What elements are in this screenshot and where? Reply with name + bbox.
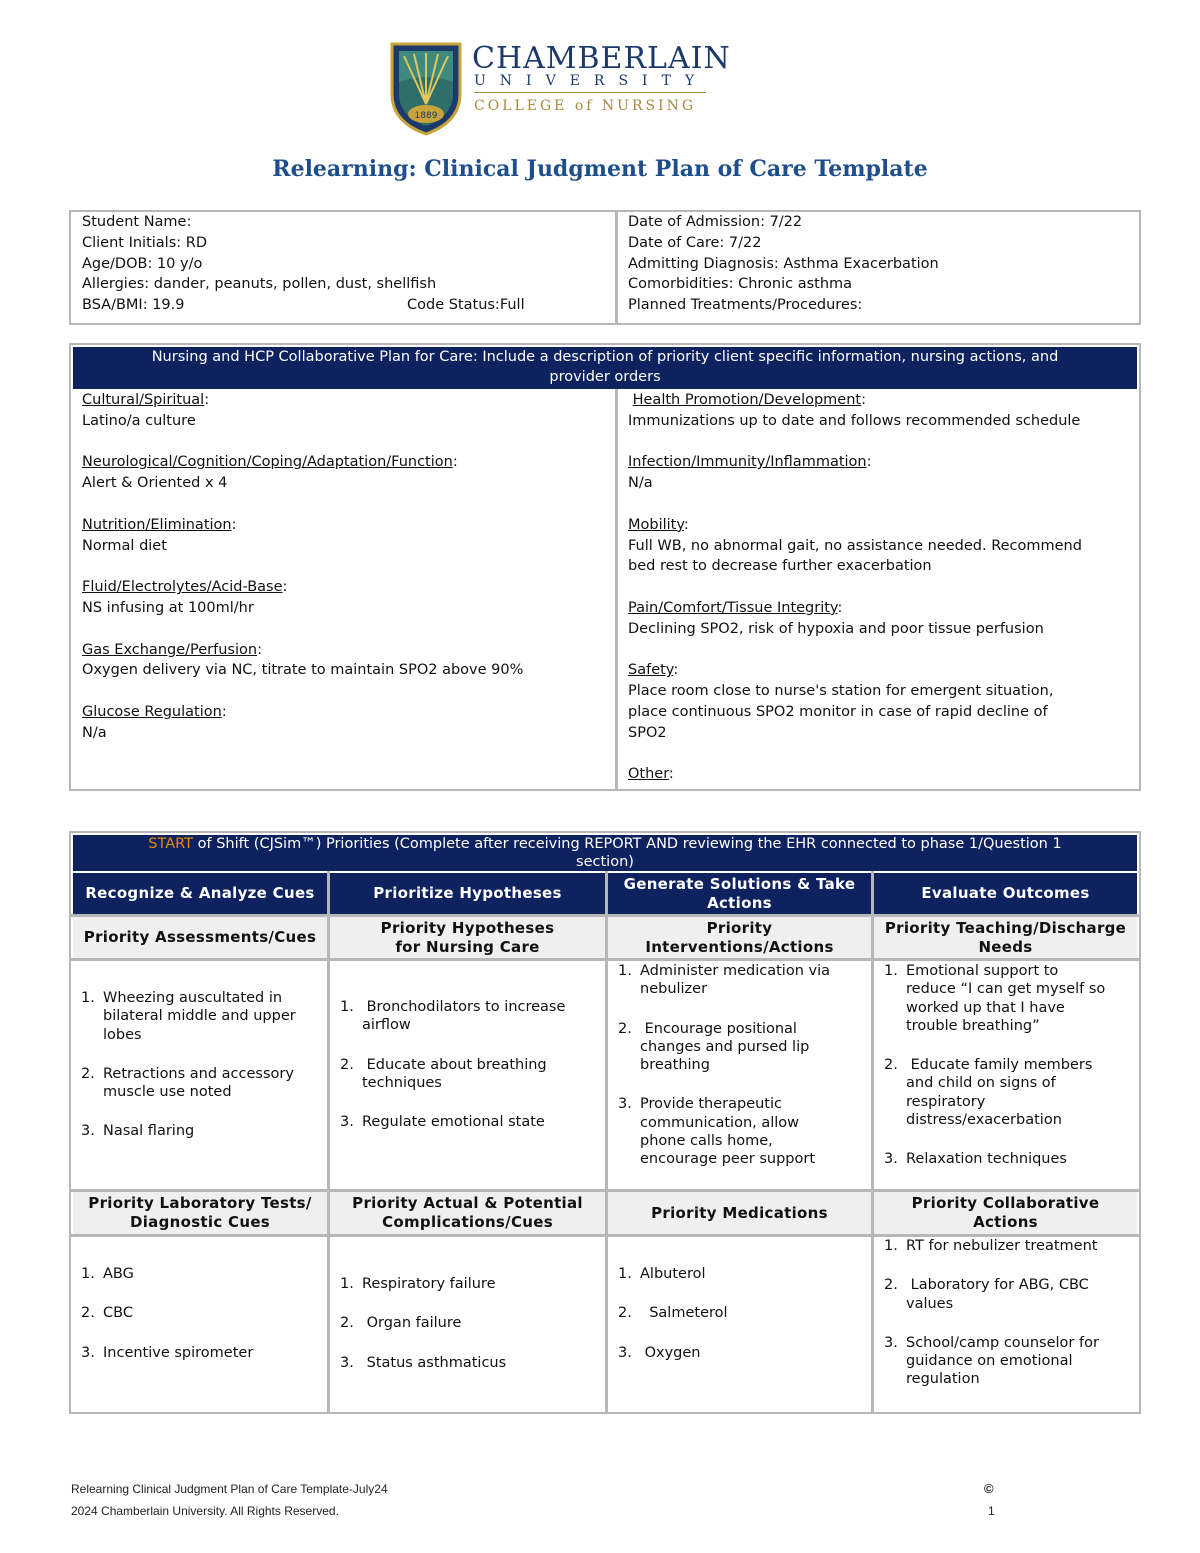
sub-header-hypotheses: Priority Hypotheses for Nursing Care — [330, 917, 605, 958]
list-item: 1. Wheezing auscultated in bilateral middle and upper lobes — [81, 990, 296, 1043]
mobility-value-2: bed rest to decrease further exacerbation — [628, 558, 932, 575]
list-item: 2. Laboratory for ABG, CBC values — [884, 1277, 1089, 1312]
sub-header-labs: Priority Laboratory Tests/ Diagnostic Cues — [73, 1192, 327, 1234]
start-word: START — [148, 836, 194, 852]
shift-header-text: of Shift (CJSim™) Priorities (Complete after receiving REPORT AND reviewing the EHR connected to phase 1/Question 1 — [193, 836, 1062, 852]
list-item: 3. Incentive spirometer — [81, 1344, 254, 1361]
cultural-label: Cultural/Spiritual — [82, 392, 205, 408]
labs-cell — [81, 1265, 321, 1362]
col-header-generate: Generate Solutions & Take Actions — [608, 873, 871, 914]
university-crest-icon — [390, 42, 462, 136]
mobility-value-1: Full WB, no abnormal gait, no assistance needed. Recommend — [628, 537, 1082, 554]
infection-label: Infection/Immunity/Inflammation — [628, 454, 867, 471]
logo-university: UNIVERSITY — [474, 73, 709, 89]
footer-copyright-symbol: © — [984, 1481, 994, 1496]
fluid-value: NS infusing at 100ml/hr — [82, 599, 254, 616]
sub-header-medications: Priority Medications — [608, 1192, 871, 1234]
glucose-label: Glucose Regulation — [82, 703, 222, 720]
list-item: 3. Nasal flaring — [81, 1123, 195, 1140]
col-header-evaluate: Evaluate Outcomes — [874, 873, 1137, 914]
document-title: Relearning: Clinical Judgment Plan of Care Template — [272, 156, 928, 182]
list-item: 2. Educate family members and child on signs of respiratory distress/exacerbation — [884, 1057, 1093, 1129]
gas-value: Oxygen delivery via NC, titrate to maintain SPO2 above 90% — [82, 662, 524, 679]
pain-value: Declining SPO2, risk of hypoxia and poor tissue perfusion — [628, 620, 1044, 637]
date-of-care: Date of Care: 7/22 — [628, 234, 762, 251]
patient-info-right — [628, 212, 939, 316]
col-header-prioritize: Prioritize Hypotheses — [330, 873, 605, 914]
pain-label: Pain/Comfort/Tissue Integrity — [628, 599, 838, 616]
comorbidities: Comorbidities: Chronic asthma — [628, 276, 853, 293]
admitting-diagnosis: Admitting Diagnosis: Asthma Exacerbation — [628, 255, 939, 272]
safety-value-1: Place room close to nurse's station for emergent situation, — [628, 683, 1054, 700]
nutrition-label: Nutrition/Elimination — [82, 516, 232, 533]
list-item: 1. Albuterol — [618, 1266, 706, 1282]
mobility-label: Mobility — [628, 516, 684, 533]
list-item: 3. Relaxation techniques — [884, 1151, 1067, 1168]
client-initials: Client Initials: RD — [82, 234, 207, 251]
sub-header-interventions: Priority Interventions/Actions — [608, 917, 871, 958]
list-item: 3. Provide therapeutic communication, allow phone calls home, encourage peer support — [618, 1096, 816, 1168]
footer-line-1: Relearning Clinical Judgment Plan of Care Template-July24 — [71, 1482, 388, 1496]
list-item: 3. Oxygen — [618, 1344, 701, 1361]
hypotheses-cell — [340, 998, 602, 1131]
chamberlain-logo — [390, 41, 731, 138]
planned-treatments: Planned Treatments/Procedures: — [628, 297, 863, 314]
list-item: 2. Encourage positional changes and pursed lip breathing — [618, 1020, 810, 1074]
footer-line-2: 2024 Chamberlain University. All Rights Reserved. — [71, 1504, 339, 1518]
col-header-recognize: Recognize & Analyze Cues — [73, 873, 327, 914]
student-name: Student Name: — [82, 214, 192, 230]
logo-rule — [474, 92, 706, 93]
list-item: 2. Retractions and accessory muscle use noted — [81, 1065, 294, 1101]
safety-value-3: SPO2 — [628, 724, 667, 741]
list-item: 2. CBC — [81, 1305, 133, 1322]
list-item: 2. Organ failure — [340, 1315, 462, 1332]
age-dob: Age/DOB: 10 y/o — [82, 255, 203, 272]
svg-text:1889: 1889 — [414, 111, 438, 121]
list-item: 1. ABG — [81, 1266, 134, 1282]
glucose-value: N/a — [82, 724, 107, 741]
health-label: Health Promotion/Development — [632, 392, 862, 408]
sub-header-collaborative: Priority Collaborative Actions — [874, 1192, 1137, 1234]
bsa-bmi: BSA/BMI: 19.9 — [82, 297, 185, 314]
list-item: 2. Salmeterol — [618, 1305, 728, 1322]
shift-header-line2: section) — [576, 854, 634, 870]
list-item: 3. School/camp counselor for guidance on emotional regulation — [884, 1334, 1099, 1388]
interventions-cell — [618, 962, 868, 1169]
other-label: Other — [628, 766, 669, 783]
neuro-value: Alert & Oriented x 4 — [82, 475, 228, 492]
list-item: 1. Emotional support to reduce “I can get myself so worked up that I have trouble breathing” — [884, 963, 1106, 1034]
page-number: 1 — [988, 1504, 995, 1518]
collab-plan-header: Nursing and HCP Collaborative Plan for Care: Include a description of priority client specific information, nursing actions, and provider orders — [73, 347, 1137, 389]
list-item: 1. RT for nebulizer treatment — [884, 1238, 1098, 1254]
fluid-label: Fluid/Electrolytes/Acid-Base — [82, 579, 283, 596]
collab-divider — [615, 389, 618, 791]
allergies: Allergies: dander, peanuts, pollen, dust, shellfish — [82, 276, 437, 293]
collab-left-column: Cultural/Spiritual: Latino/a culture Neurological/Cognition/Coping/Adaptation/Function: Alert & Oriented x 4 Nutrition/Elimination: Normal diet Fluid/Electrolytes/Acid-Base: NS infusing at 100ml/hr Gas Exchange/Perfusion: Oxygen delivery via NC, titrate to maintain SPO2 above 90% Glucose Regulation: N/a — [82, 390, 523, 744]
logo-name: CHAMBERLAIN — [472, 41, 731, 76]
code-status: Code Status:Full — [407, 297, 525, 313]
cultural-value: Latino/a culture — [82, 412, 196, 429]
complications-cell — [340, 1275, 602, 1372]
gas-label: Gas Exchange/Perfusion — [82, 641, 258, 658]
safety-value-2: place continuous SPO2 monitor in case of rapid decline of — [628, 703, 1048, 720]
list-item: 1. Bronchodilators to increase airflow — [340, 999, 566, 1034]
assessments-cell — [81, 989, 321, 1141]
sub-header-complications: Priority Actual & Potential Complications/Cues — [330, 1192, 605, 1234]
sub-header-teaching: Priority Teaching/Discharge Needs — [874, 917, 1137, 958]
date-of-admission: Date of Admission: 7/22 — [628, 214, 803, 230]
patient-info-left — [82, 212, 436, 316]
list-item: 1. Respiratory failure — [340, 1276, 496, 1292]
logo-college: COLLEGE of NURSING — [474, 98, 697, 114]
list-item: 2. Educate about breathing techniques — [340, 1056, 547, 1091]
infection-value: N/a — [628, 475, 653, 492]
collab-right-column: Health Promotion/Development: Immunizations up to date and follows recommended schedule Infection/Immunity/Inflammation: N/a Mobility: Full WB, no abnormal gait, no assistance needed. Recommend bed rest to decrease further exacerbation Pain/Comfort/Tissue Integrity: Declining SPO2, risk of hypoxia and poor tissue perfusion Safety: Place room close to nurse's station for emergent situation, place continuous SPO2 monitor in case of rapid decline of SPO2 Other: — [628, 392, 1082, 783]
shift-header — [73, 835, 1137, 871]
safety-label: Safety — [628, 662, 674, 679]
teaching-cell — [884, 962, 1136, 1169]
patient-info-divider — [615, 210, 618, 325]
medications-cell — [618, 1265, 868, 1362]
health-value: Immunizations up to date and follows recommended schedule — [628, 412, 1081, 429]
list-item: 3. Regulate emotional state — [340, 1114, 545, 1131]
collaborative-cell — [884, 1237, 1136, 1389]
nutrition-value: Normal diet — [82, 537, 167, 554]
list-item: 3. Status asthmaticus — [340, 1354, 507, 1371]
list-item: 1. Administer medication via nebulizer — [618, 963, 830, 998]
sub-header-assessments: Priority Assessments/Cues — [73, 917, 327, 958]
neuro-label: Neurological/Cognition/Coping/Adaptation/Function — [82, 454, 453, 471]
